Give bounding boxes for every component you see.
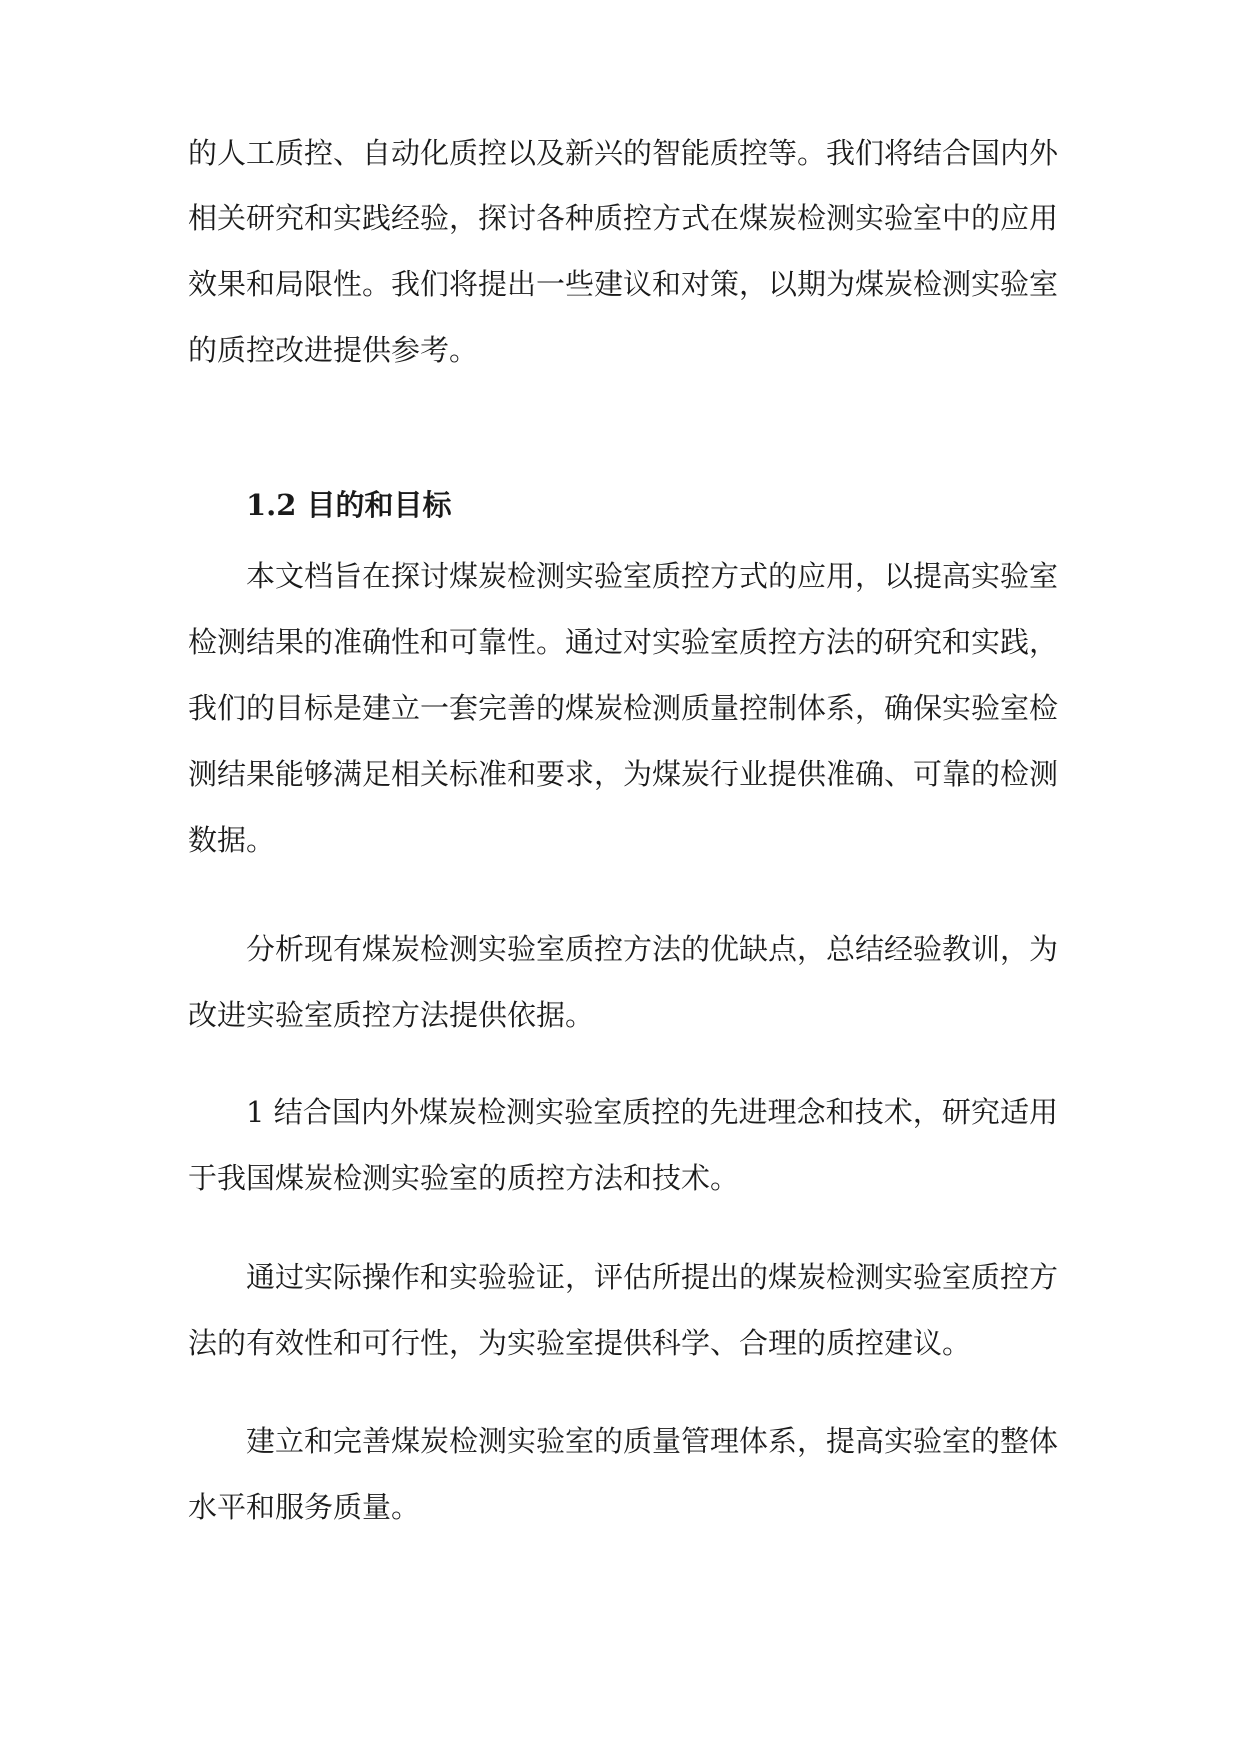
paragraph-1-line-4: 测结果能够满足相关标准和要求，为煤炭行业提供准确、可靠的检测 xyxy=(188,757,1058,791)
paragraph-5-line-1: 建立和完善煤炭检测实验室的质量管理体系，提高实验室的整体 xyxy=(246,1424,1058,1458)
intro-line-2: 相关研究和实践经验，探讨各种质控方式在煤炭检测实验室中的应用 xyxy=(188,201,1058,235)
intro-line-1: 的人工质控、自动化质控以及新兴的智能质控等。我们将结合国内外 xyxy=(188,136,1058,170)
paragraph-3-line-1: 1 结合国内外煤炭检测实验室质控的先进理念和技术，研究适用 xyxy=(246,1095,1058,1129)
paragraph-5-line-2: 水平和服务质量。 xyxy=(188,1490,421,1524)
paragraph-4-line-1: 通过实际操作和实验验证，评估所提出的煤炭检测实验室质控方 xyxy=(246,1260,1058,1294)
section-heading: 1.2 目的和目标 xyxy=(246,488,452,522)
paragraph-2-line-1: 分析现有煤炭检测实验室质控方法的优缺点，总结经验教训，为 xyxy=(246,932,1058,966)
paragraph-4-line-2: 法的有效性和可行性，为实验室提供科学、合理的质控建议。 xyxy=(188,1326,972,1360)
paragraph-1-line-5: 数据。 xyxy=(188,823,276,857)
intro-line-3: 效果和局限性。我们将提出一些建议和对策，以期为煤炭检测实验室 xyxy=(188,267,1058,301)
paragraph-1-line-2: 检测结果的准确性和可靠性。通过对实验室质控方法的研究和实践， xyxy=(188,625,1058,659)
paragraph-1-line-3: 我们的目标是建立一套完善的煤炭检测质量控制体系，确保实验室检 xyxy=(188,691,1058,725)
paragraph-2-line-2: 改进实验室质控方法提供依据。 xyxy=(188,998,595,1032)
paragraph-3-line-2: 于我国煤炭检测实验室的质控方法和技术。 xyxy=(188,1161,740,1195)
intro-line-4: 的质控改进提供参考。 xyxy=(188,333,479,367)
paragraph-1-line-1: 本文档旨在探讨煤炭检测实验室质控方式的应用，以提高实验室 xyxy=(246,559,1058,593)
